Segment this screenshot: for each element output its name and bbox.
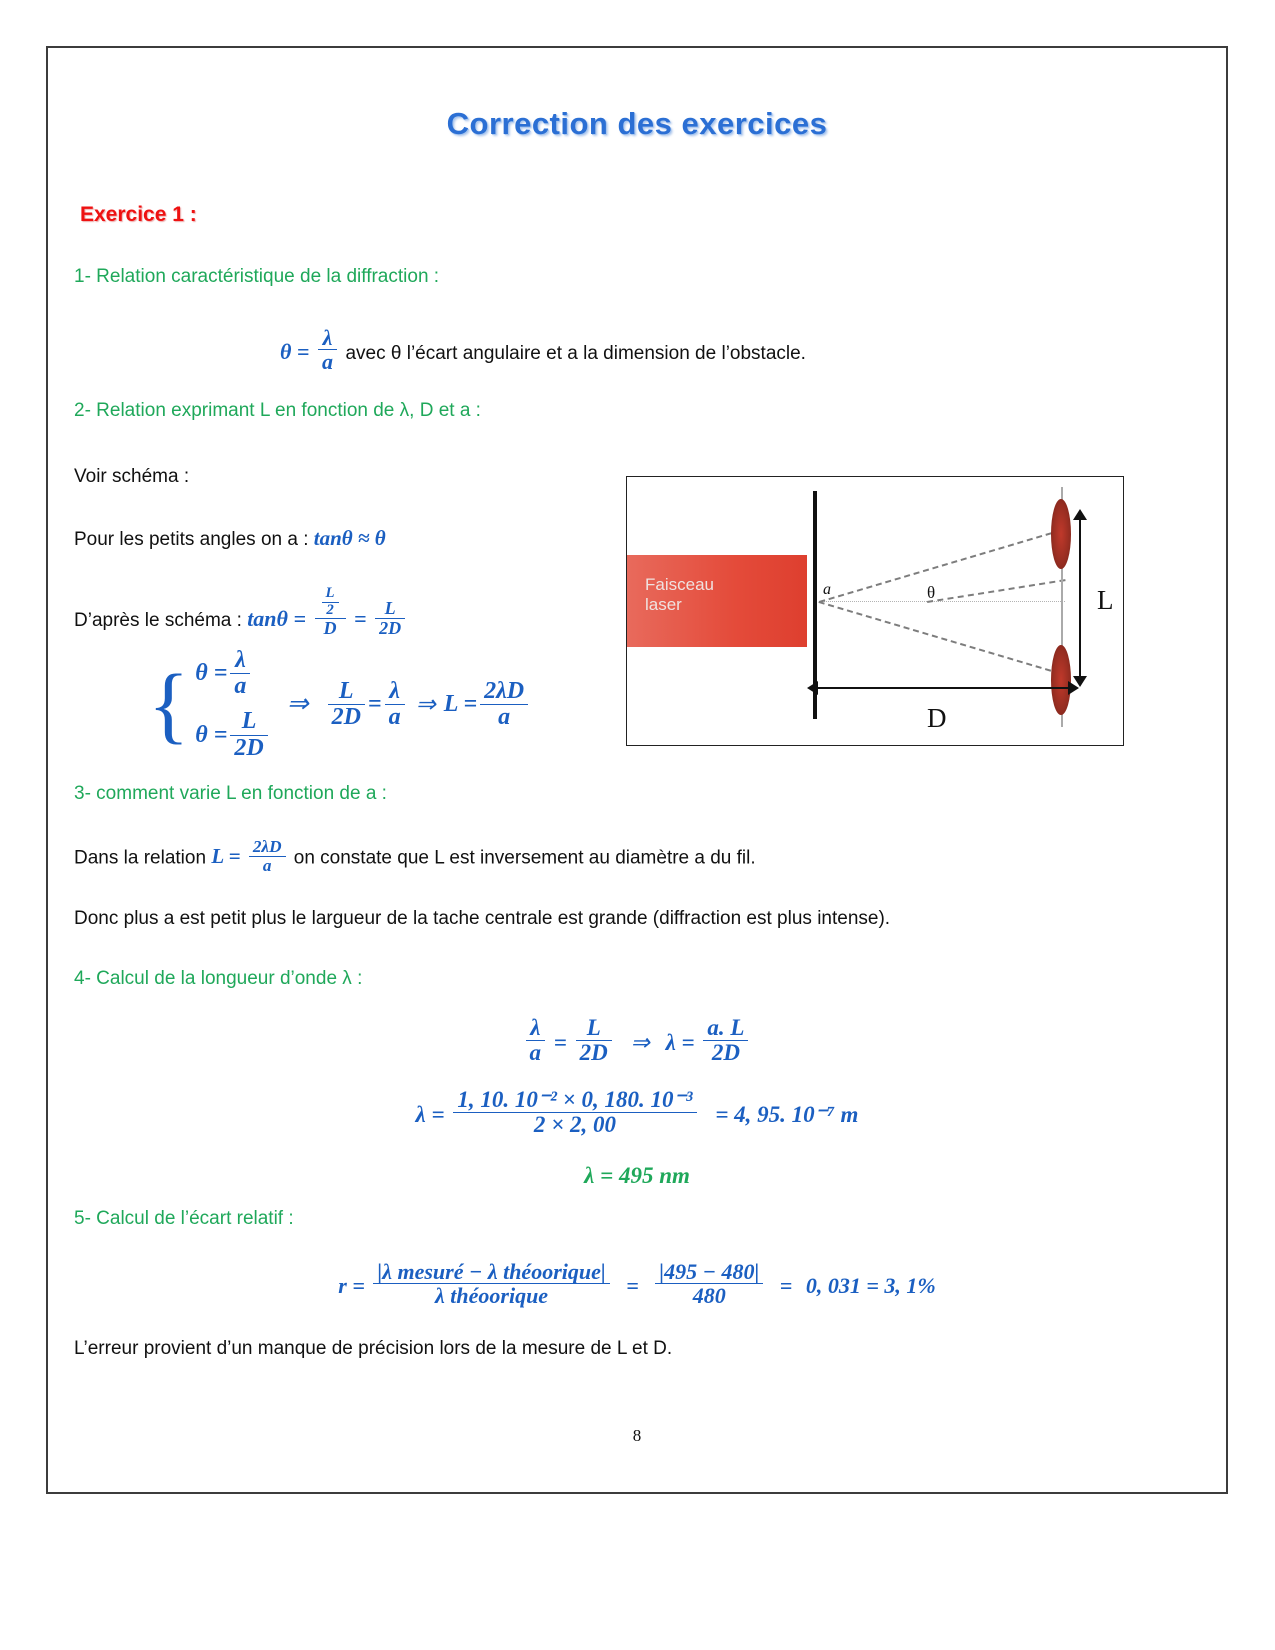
- error-numerator-2: |495 − 480|: [659, 1259, 760, 1284]
- error-numerator-1: |λ mesuré − λ théoorique|: [377, 1259, 606, 1284]
- page-number: 8: [632, 1426, 642, 1445]
- laser-label: [645, 575, 714, 614]
- optical-axis-line: [819, 601, 1065, 602]
- small-angles-text: Pour les petits angles on a :: [74, 529, 309, 550]
- see-schema-text: Voir schéma :: [74, 466, 190, 487]
- lambda-fraction: [453, 1088, 696, 1137]
- document-page: [46, 46, 1228, 1494]
- relation-line: [74, 838, 756, 875]
- relation-intro-text: Dans la relation: [74, 847, 207, 869]
- small-angles-line: [74, 526, 386, 551]
- diffraction-spot-top: [1051, 499, 1071, 569]
- equation-system: [148, 648, 531, 761]
- L-dimension-arrow: [1079, 519, 1081, 677]
- lambda-denominator: 2 × 2, 00: [453, 1112, 696, 1137]
- system-equation-1: θ = $\frac{\lambda}{a}$: [195, 648, 270, 699]
- D-dimension-arrow: [817, 687, 1069, 689]
- page-title: Correction des exercices: [446, 106, 828, 141]
- diffraction-spot-bottom: [1051, 645, 1071, 715]
- error-denominator-1: λ théoorique: [373, 1283, 609, 1307]
- lambda-result: λ = 495 nm: [584, 1163, 690, 1188]
- question-1-formula-line: [280, 326, 806, 373]
- left-brace: {: [148, 655, 190, 752]
- L-formula-inline: L = $\frac{2\lambda D}{a}$: [211, 844, 293, 868]
- exercise-heading: Exercice 1 :: [80, 203, 197, 226]
- system-result: $\frac{L}{2D}$ = $\frac{\lambda}{a}$ ⇒ L = $\frac{2\lambda D}{a}$: [325, 679, 532, 730]
- question-1-text-after: avec θ l’écart angulaire et a la dimension de l’obstacle.: [345, 343, 806, 365]
- tan-theta-formula: tanθ = $\frac{\frac{L}{2}}{D}$ = $\frac{L}{2D}$: [247, 606, 408, 631]
- D-dimension-label: D: [927, 703, 947, 733]
- tan-approx-formula: tanθ ≈ θ: [313, 526, 386, 550]
- error-note-text: L’erreur provient d’un manque de précision lors de la mesure de L et D.: [74, 1338, 673, 1359]
- question-2-heading: 2- Relation exprimant L en fonction de λ, D et a :: [74, 400, 481, 421]
- laser-label-line-2: laser: [645, 594, 682, 614]
- question-4-heading: 4- Calcul de la longueur d’onde λ :: [74, 968, 363, 989]
- relative-error-line: r = $\frac{\text{|λ mesuré − λ théoorique|}}{\text{λ théoorique}}$ = $\frac{|495 - 480|}{480}$ = 0, 031 = 3, 1%: [338, 1259, 936, 1309]
- ray-lower: [818, 601, 1060, 674]
- question-3-heading: 3- comment varie L en fonction de a :: [74, 783, 387, 804]
- laser-label-line-1: Faisceau: [645, 575, 714, 594]
- relation-tail-text: on constate que L est inversement au diamètre a du fil.: [293, 847, 756, 869]
- system-equation-2: θ = $\frac{L}{2D}$: [195, 709, 270, 760]
- lambda-derivation-line: $\frac{\lambda}{a}$ = $\frac{L}{2D}$ ⇒ λ = $\frac{a. L}{2D}$: [48, 1016, 1226, 1065]
- angle-theta-label: θ: [927, 583, 936, 602]
- ray-angle-upper: [927, 579, 1066, 603]
- question-1-heading: 1- Relation caractéristique de la diffraction :: [74, 266, 440, 287]
- from-schema-line: [74, 586, 408, 638]
- lambda-numerator: 1, 10. 10⁻² × 0, 180. 10⁻³: [457, 1087, 693, 1112]
- diffraction-figure: [626, 476, 1124, 746]
- error-fraction-1: [373, 1260, 609, 1307]
- ray-upper: [819, 529, 1061, 602]
- lambda-value: 4, 95. 10⁻⁷ m: [734, 1101, 859, 1127]
- error-denominator-2: 480: [655, 1283, 763, 1307]
- conclusion-text: Donc plus a est petit plus le largueur de la tache centrale est grande (diffraction est plus intense).: [74, 908, 891, 929]
- lambda-computation-line: λ = $\frac{\text{1, 10. 10⁻² × 0, 180. 10⁻³}}{2 \times 2, 00}$ = 4, 95. 10⁻⁷ m: [415, 1087, 859, 1138]
- L-dimension-label: L: [1097, 585, 1114, 615]
- from-schema-text: D’après le schéma :: [74, 609, 242, 631]
- implies-arrow-icon: ⇒: [286, 689, 309, 719]
- theta-formula: θ = $\frac{\lambda}{a}$: [280, 339, 345, 364]
- error-value: 0, 031 = 3, 1%: [805, 1273, 936, 1299]
- error-fraction-2: [655, 1260, 763, 1307]
- slit-width-label: a: [823, 581, 831, 598]
- question-5-heading: 5- Calcul de l’écart relatif :: [74, 1208, 294, 1229]
- system-rows: [195, 648, 270, 761]
